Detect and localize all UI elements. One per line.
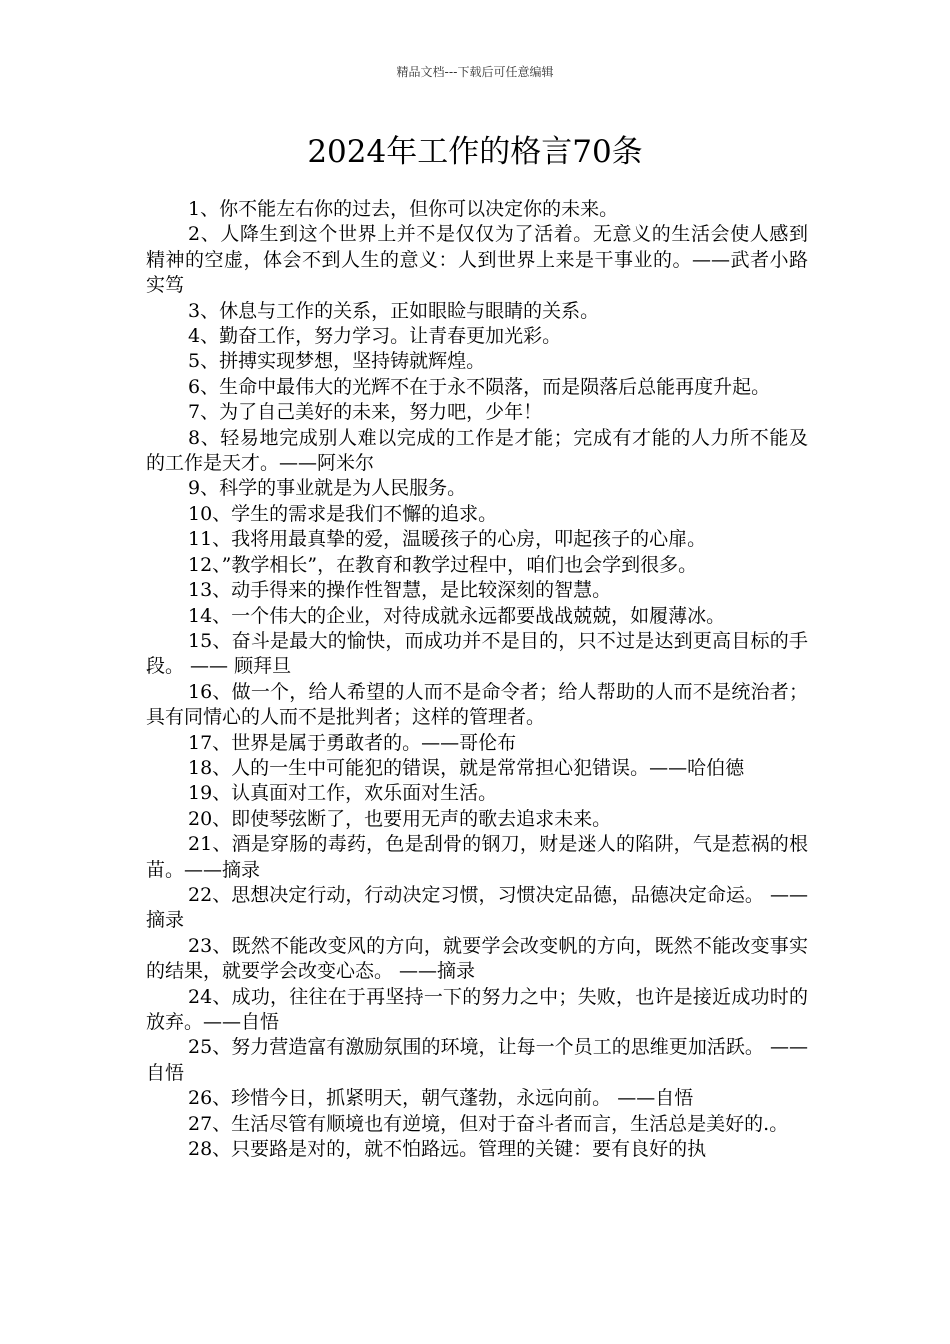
list-item: 9、科学的事业就是为人民服务。: [188, 477, 467, 500]
list-item: 28、只要路是对的，就不怕路远。管理的关键：要有良好的执: [188, 1138, 707, 1161]
list-item: 10、学生的需求是我们不懈的追求。: [188, 502, 498, 525]
list-item: 16、做一个，给人希望的人而不是命令者；给人帮助的人而不是统治者；具有同情心的人而不是批判者；这样的管理者。: [146, 680, 808, 729]
list-item: 4、勤奋工作，努力学习。让青春更加光彩。: [188, 325, 562, 348]
page-header-note: 精品文档---下载后可任意编辑: [396, 65, 554, 79]
list-item: 27、生活尽管有顺境也有逆境，但对于奋斗者而言，生活总是美好的.。: [188, 1112, 789, 1135]
list-item: 19、认真面对工作，欢乐面对生活。: [188, 782, 498, 805]
list-item: 15、奋斗是最大的愉快，而成功并不是目的，只不过是达到更高目标的手段。 —— 顾拜旦: [146, 629, 808, 678]
list-item: 13、动手得来的操作性智慧，是比较深刻的智慧。: [188, 579, 612, 602]
list-item: 22、思想决定行动，行动决定习惯，习惯决定品德，品德决定命运。 ——摘录: [146, 883, 808, 932]
list-item: 7、为了自己美好的未来，努力吧，少年！: [188, 401, 543, 424]
list-item: 2、人降生到这个世界上并不是仅仅为了活着。无意义的生活会使人感到精神的空虚，体会不到人生的意义：人到世界上来是干事业的。——武者小路实笃: [146, 223, 808, 297]
list-item: 6、生命中最伟大的光辉不在于永不陨落，而是陨落后总能再度升起。: [188, 375, 771, 398]
motto-list: [146, 197, 808, 1162]
list-item: 8、轻易地完成别人难以完成的工作是才能；完成有才能的人力所不能及的工作是天才。——阿米尔: [146, 426, 808, 475]
list-item: 17、世界是属于勇敢者的。——哥伦布: [188, 731, 517, 754]
list-item: 5、拼搏实现梦想，坚持铸就辉煌。: [188, 350, 486, 373]
list-item: 26、珍惜今日，抓紧明天，朝气蓬勃，永远向前。 ——自悟: [188, 1087, 694, 1110]
list-item: 18、人的一生中可能犯的错误，就是常常担心犯错误。——哈伯德: [188, 756, 745, 779]
list-item: 24、成功，往往在于再坚持一下的努力之中；失败，也许是接近成功时的放弃。——自悟: [146, 985, 808, 1033]
list-item: 21、酒是穿肠的毒药，色是刮骨的钢刀，财是迷人的陷阱，气是惹祸的根苗。——摘录: [146, 833, 808, 881]
list-item: 3、休息与工作的关系，正如眼睑与眼睛的关系。: [188, 299, 600, 322]
list-item: 23、既然不能改变风的方向，就要学会改变帆的方向，既然不能改变事实的结果，就要学会改变心态。 ——摘录: [146, 934, 808, 983]
list-item: 20、即使琴弦断了，也要用无声的歌去追求未来。: [188, 807, 612, 830]
page-title: 2024年工作的格言70条: [307, 134, 643, 170]
list-item: 14、一个伟大的企业，对待成就永远都要战战兢兢，如履薄冰。: [188, 604, 726, 627]
list-item: 25、努力营造富有激励氛围的环境，让每一个员工的思维更加活跃。 ——自悟: [146, 1036, 808, 1084]
list-item: 1、你不能左右你的过去，但你可以决定你的未来。: [188, 198, 619, 220]
list-item: 11、我将用最真挚的爱，温暖孩子的心房，叩起孩子的心扉。: [188, 528, 707, 551]
list-item: 12、”教学相长”，在教育和教学过程中，咱们也会学到很多。: [188, 553, 698, 576]
